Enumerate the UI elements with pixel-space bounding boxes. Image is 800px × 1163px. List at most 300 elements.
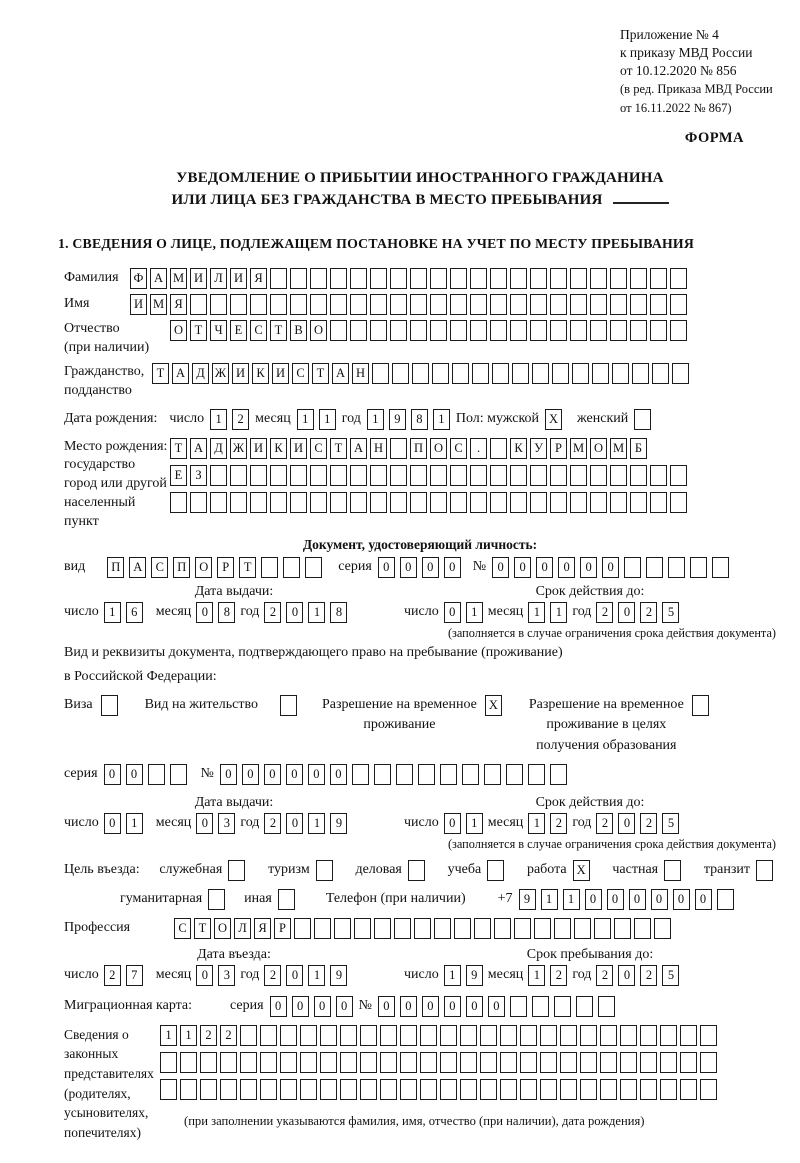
char-box[interactable]: 0 <box>536 557 553 578</box>
char-box[interactable] <box>270 294 287 315</box>
char-box[interactable] <box>512 363 529 384</box>
char-box[interactable] <box>470 320 487 341</box>
checkbox[interactable] <box>634 409 651 430</box>
char-box[interactable] <box>717 889 734 910</box>
char-box[interactable]: С <box>310 438 327 459</box>
char-box[interactable] <box>520 1079 537 1100</box>
char-box[interactable] <box>570 320 587 341</box>
char-box[interactable] <box>380 1052 397 1073</box>
char-box[interactable]: 1 <box>541 889 558 910</box>
char-box[interactable]: 0 <box>126 764 143 785</box>
char-box[interactable]: 0 <box>104 764 121 785</box>
char-box[interactable]: 0 <box>314 996 331 1017</box>
char-box[interactable] <box>574 918 591 939</box>
char-box[interactable] <box>280 1025 297 1046</box>
char-box[interactable] <box>590 492 607 513</box>
char-box[interactable] <box>270 492 287 513</box>
char-box[interactable] <box>700 1025 717 1046</box>
char-box[interactable]: С <box>250 320 267 341</box>
char-box[interactable]: 1 <box>160 1025 177 1046</box>
char-box[interactable] <box>352 764 369 785</box>
char-box[interactable]: 9 <box>330 813 347 834</box>
char-box[interactable] <box>360 1025 377 1046</box>
char-box[interactable] <box>410 294 427 315</box>
char-box[interactable] <box>230 465 247 486</box>
char-box[interactable] <box>270 465 287 486</box>
char-box[interactable]: 1 <box>466 602 483 623</box>
char-box[interactable] <box>570 492 587 513</box>
char-box[interactable] <box>180 1079 197 1100</box>
char-box[interactable] <box>440 1052 457 1073</box>
char-box[interactable] <box>620 1025 637 1046</box>
char-box[interactable]: Ф <box>130 268 147 289</box>
char-box[interactable] <box>652 363 669 384</box>
char-box[interactable] <box>350 268 367 289</box>
char-box[interactable] <box>630 268 647 289</box>
char-box[interactable]: 0 <box>488 996 505 1017</box>
char-box[interactable]: Р <box>217 557 234 578</box>
char-box[interactable]: О <box>590 438 607 459</box>
char-box[interactable] <box>560 1079 577 1100</box>
char-box[interactable]: 0 <box>629 889 646 910</box>
char-box[interactable] <box>410 492 427 513</box>
char-box[interactable] <box>680 1052 697 1073</box>
char-box[interactable] <box>450 465 467 486</box>
char-box[interactable] <box>210 294 227 315</box>
checkbox[interactable] <box>101 695 118 716</box>
char-box[interactable]: 0 <box>196 602 213 623</box>
char-box[interactable]: Н <box>370 438 387 459</box>
char-box[interactable]: 8 <box>330 602 347 623</box>
char-box[interactable]: 2 <box>264 813 281 834</box>
char-box[interactable] <box>350 465 367 486</box>
char-box[interactable]: 0 <box>492 557 509 578</box>
char-box[interactable]: 0 <box>336 996 353 1017</box>
char-box[interactable] <box>500 1052 517 1073</box>
char-box[interactable] <box>460 1052 477 1073</box>
char-box[interactable]: С <box>174 918 191 939</box>
char-box[interactable] <box>650 268 667 289</box>
char-box[interactable]: 2 <box>550 965 567 986</box>
char-box[interactable] <box>390 294 407 315</box>
char-box[interactable] <box>420 1052 437 1073</box>
char-box[interactable]: Ж <box>212 363 229 384</box>
char-box[interactable]: О <box>430 438 447 459</box>
char-box[interactable] <box>390 268 407 289</box>
char-box[interactable]: 2 <box>596 965 613 986</box>
char-box[interactable]: 0 <box>558 557 575 578</box>
char-box[interactable]: 1 <box>210 409 227 430</box>
char-box[interactable]: О <box>310 320 327 341</box>
char-box[interactable]: И <box>190 268 207 289</box>
char-box[interactable]: И <box>272 363 289 384</box>
char-box[interactable]: Р <box>274 918 291 939</box>
char-box[interactable] <box>450 320 467 341</box>
char-box[interactable] <box>670 465 687 486</box>
char-box[interactable] <box>310 465 327 486</box>
char-box[interactable] <box>170 492 187 513</box>
char-box[interactable]: 0 <box>220 764 237 785</box>
char-box[interactable] <box>590 268 607 289</box>
char-box[interactable] <box>290 465 307 486</box>
char-box[interactable]: 0 <box>651 889 668 910</box>
char-box[interactable] <box>420 1079 437 1100</box>
char-box[interactable]: 5 <box>662 965 679 986</box>
char-box[interactable]: Б <box>630 438 647 459</box>
char-box[interactable]: 3 <box>218 965 235 986</box>
char-box[interactable]: И <box>250 438 267 459</box>
char-box[interactable] <box>240 1052 257 1073</box>
char-box[interactable]: 1 <box>433 409 450 430</box>
char-box[interactable]: А <box>190 438 207 459</box>
char-box[interactable]: П <box>107 557 124 578</box>
char-box[interactable]: 0 <box>618 602 635 623</box>
char-box[interactable] <box>340 1079 357 1100</box>
char-box[interactable] <box>261 557 278 578</box>
char-box[interactable] <box>590 294 607 315</box>
char-box[interactable] <box>462 764 479 785</box>
char-box[interactable] <box>514 918 531 939</box>
checkbox[interactable] <box>316 860 333 881</box>
char-box[interactable] <box>560 1025 577 1046</box>
char-box[interactable] <box>576 996 593 1017</box>
char-box[interactable] <box>490 492 507 513</box>
char-box[interactable] <box>300 1025 317 1046</box>
char-box[interactable] <box>540 1052 557 1073</box>
char-box[interactable]: 0 <box>514 557 531 578</box>
char-box[interactable] <box>370 294 387 315</box>
char-box[interactable] <box>592 363 609 384</box>
char-box[interactable]: 2 <box>596 813 613 834</box>
char-box[interactable]: 1 <box>319 409 336 430</box>
char-box[interactable] <box>394 918 411 939</box>
char-box[interactable] <box>290 294 307 315</box>
char-box[interactable]: 2 <box>200 1025 217 1046</box>
char-box[interactable]: 1 <box>308 602 325 623</box>
char-box[interactable]: 2 <box>596 602 613 623</box>
char-box[interactable] <box>660 1052 677 1073</box>
char-box[interactable]: Н <box>352 363 369 384</box>
checkbox[interactable] <box>280 695 297 716</box>
char-box[interactable] <box>510 268 527 289</box>
char-box[interactable]: Ж <box>230 438 247 459</box>
char-box[interactable] <box>580 1052 597 1073</box>
char-box[interactable]: 1 <box>180 1025 197 1046</box>
char-box[interactable] <box>200 1079 217 1100</box>
char-box[interactable] <box>260 1025 277 1046</box>
char-box[interactable] <box>528 764 545 785</box>
char-box[interactable]: 2 <box>550 813 567 834</box>
char-box[interactable] <box>480 1079 497 1100</box>
char-box[interactable]: С <box>151 557 168 578</box>
char-box[interactable]: Е <box>170 465 187 486</box>
char-box[interactable] <box>620 1079 637 1100</box>
char-box[interactable]: 2 <box>640 602 657 623</box>
char-box[interactable] <box>532 363 549 384</box>
char-box[interactable]: О <box>195 557 212 578</box>
checkbox[interactable] <box>692 695 709 716</box>
char-box[interactable]: 1 <box>466 813 483 834</box>
char-box[interactable]: Я <box>254 918 271 939</box>
char-box[interactable]: 1 <box>308 965 325 986</box>
char-box[interactable] <box>430 492 447 513</box>
char-box[interactable] <box>210 492 227 513</box>
char-box[interactable]: 0 <box>264 764 281 785</box>
char-box[interactable] <box>280 1052 297 1073</box>
char-box[interactable] <box>305 557 322 578</box>
char-box[interactable]: 5 <box>662 602 679 623</box>
char-box[interactable] <box>374 764 391 785</box>
char-box[interactable]: 2 <box>264 965 281 986</box>
char-box[interactable]: А <box>332 363 349 384</box>
char-box[interactable] <box>598 996 615 1017</box>
char-box[interactable] <box>260 1052 277 1073</box>
char-box[interactable] <box>672 363 689 384</box>
char-box[interactable]: 0 <box>422 557 439 578</box>
char-box[interactable] <box>230 492 247 513</box>
char-box[interactable]: 0 <box>270 996 287 1017</box>
char-box[interactable]: М <box>570 438 587 459</box>
char-box[interactable] <box>470 465 487 486</box>
char-box[interactable] <box>440 1025 457 1046</box>
char-box[interactable] <box>550 492 567 513</box>
char-box[interactable]: 2 <box>232 409 249 430</box>
checkbox[interactable]: X <box>485 695 502 716</box>
checkbox[interactable] <box>756 860 773 881</box>
char-box[interactable] <box>510 492 527 513</box>
char-box[interactable]: 1 <box>367 409 384 430</box>
char-box[interactable] <box>534 918 551 939</box>
char-box[interactable] <box>440 764 457 785</box>
checkbox[interactable] <box>408 860 425 881</box>
char-box[interactable]: Д <box>192 363 209 384</box>
char-box[interactable]: О <box>214 918 231 939</box>
char-box[interactable]: 2 <box>640 813 657 834</box>
char-box[interactable] <box>290 492 307 513</box>
char-box[interactable] <box>320 1052 337 1073</box>
char-box[interactable] <box>330 465 347 486</box>
char-box[interactable] <box>450 492 467 513</box>
char-box[interactable] <box>550 268 567 289</box>
char-box[interactable] <box>470 294 487 315</box>
char-box[interactable] <box>610 465 627 486</box>
char-box[interactable] <box>530 320 547 341</box>
char-box[interactable] <box>670 268 687 289</box>
char-box[interactable] <box>390 320 407 341</box>
char-box[interactable]: 0 <box>422 996 439 1017</box>
char-box[interactable]: Т <box>152 363 169 384</box>
char-box[interactable]: Ч <box>210 320 227 341</box>
char-box[interactable] <box>410 465 427 486</box>
char-box[interactable]: Т <box>330 438 347 459</box>
char-box[interactable] <box>670 320 687 341</box>
char-box[interactable]: 0 <box>286 602 303 623</box>
char-box[interactable] <box>160 1079 177 1100</box>
char-box[interactable]: 0 <box>242 764 259 785</box>
char-box[interactable] <box>550 465 567 486</box>
char-box[interactable] <box>580 1079 597 1100</box>
char-box[interactable]: 2 <box>220 1025 237 1046</box>
char-box[interactable]: Т <box>312 363 329 384</box>
char-box[interactable]: Д <box>210 438 227 459</box>
char-box[interactable]: 2 <box>104 965 121 986</box>
char-box[interactable] <box>280 1079 297 1100</box>
char-box[interactable] <box>260 1079 277 1100</box>
char-box[interactable] <box>434 918 451 939</box>
char-box[interactable]: 0 <box>580 557 597 578</box>
char-box[interactable] <box>490 268 507 289</box>
char-box[interactable] <box>530 492 547 513</box>
char-box[interactable] <box>640 1025 657 1046</box>
char-box[interactable] <box>680 1025 697 1046</box>
char-box[interactable] <box>396 764 413 785</box>
char-box[interactable]: 1 <box>528 602 545 623</box>
char-box[interactable]: 8 <box>218 602 235 623</box>
char-box[interactable] <box>472 363 489 384</box>
char-box[interactable] <box>670 294 687 315</box>
char-box[interactable]: К <box>252 363 269 384</box>
char-box[interactable]: 1 <box>444 965 461 986</box>
char-box[interactable]: 0 <box>444 996 461 1017</box>
char-box[interactable]: 0 <box>444 557 461 578</box>
char-box[interactable] <box>506 764 523 785</box>
char-box[interactable] <box>250 294 267 315</box>
char-box[interactable] <box>390 438 407 459</box>
char-box[interactable] <box>148 764 165 785</box>
char-box[interactable] <box>240 1079 257 1100</box>
char-box[interactable]: 0 <box>286 813 303 834</box>
char-box[interactable] <box>490 320 507 341</box>
char-box[interactable]: 0 <box>400 557 417 578</box>
char-box[interactable] <box>700 1052 717 1073</box>
char-box[interactable]: Т <box>190 320 207 341</box>
char-box[interactable] <box>712 557 729 578</box>
char-box[interactable] <box>614 918 631 939</box>
char-box[interactable]: 0 <box>602 557 619 578</box>
char-box[interactable] <box>570 465 587 486</box>
char-box[interactable]: 9 <box>389 409 406 430</box>
char-box[interactable]: 1 <box>308 813 325 834</box>
checkbox[interactable]: X <box>545 409 562 430</box>
char-box[interactable]: 5 <box>662 813 679 834</box>
char-box[interactable]: 0 <box>196 813 213 834</box>
char-box[interactable] <box>600 1079 617 1100</box>
char-box[interactable]: 0 <box>308 764 325 785</box>
char-box[interactable]: К <box>510 438 527 459</box>
char-box[interactable] <box>400 1052 417 1073</box>
char-box[interactable]: 0 <box>618 813 635 834</box>
char-box[interactable] <box>612 363 629 384</box>
char-box[interactable] <box>180 1052 197 1073</box>
char-box[interactable]: 1 <box>563 889 580 910</box>
char-box[interactable] <box>550 764 567 785</box>
char-box[interactable] <box>572 363 589 384</box>
char-box[interactable]: В <box>290 320 307 341</box>
char-box[interactable] <box>290 268 307 289</box>
char-box[interactable] <box>610 294 627 315</box>
char-box[interactable]: 0 <box>104 813 121 834</box>
checkbox[interactable] <box>228 860 245 881</box>
char-box[interactable] <box>650 492 667 513</box>
char-box[interactable] <box>590 465 607 486</box>
char-box[interactable] <box>532 996 549 1017</box>
char-box[interactable]: Е <box>230 320 247 341</box>
char-box[interactable] <box>170 764 187 785</box>
char-box[interactable] <box>480 1052 497 1073</box>
char-box[interactable]: Л <box>234 918 251 939</box>
char-box[interactable]: Я <box>170 294 187 315</box>
char-box[interactable] <box>500 1079 517 1100</box>
char-box[interactable]: 1 <box>550 602 567 623</box>
char-box[interactable]: О <box>170 320 187 341</box>
char-box[interactable] <box>550 320 567 341</box>
char-box[interactable] <box>310 268 327 289</box>
char-box[interactable] <box>310 492 327 513</box>
char-box[interactable]: П <box>173 557 190 578</box>
char-box[interactable] <box>410 320 427 341</box>
char-box[interactable] <box>510 996 527 1017</box>
char-box[interactable]: 3 <box>218 813 235 834</box>
char-box[interactable] <box>220 1079 237 1100</box>
char-box[interactable]: 9 <box>466 965 483 986</box>
char-box[interactable] <box>650 465 667 486</box>
char-box[interactable] <box>570 268 587 289</box>
char-box[interactable] <box>484 764 501 785</box>
char-box[interactable]: 0 <box>330 764 347 785</box>
char-box[interactable] <box>560 1052 577 1073</box>
char-box[interactable]: 0 <box>695 889 712 910</box>
char-box[interactable] <box>590 320 607 341</box>
char-box[interactable]: Т <box>170 438 187 459</box>
char-box[interactable]: 7 <box>126 965 143 986</box>
char-box[interactable] <box>330 268 347 289</box>
char-box[interactable] <box>500 1025 517 1046</box>
char-box[interactable] <box>630 492 647 513</box>
char-box[interactable]: 0 <box>673 889 690 910</box>
char-box[interactable] <box>540 1025 557 1046</box>
char-box[interactable]: А <box>350 438 367 459</box>
char-box[interactable] <box>410 268 427 289</box>
char-box[interactable] <box>520 1052 537 1073</box>
char-box[interactable] <box>690 557 707 578</box>
char-box[interactable] <box>320 1079 337 1100</box>
char-box[interactable] <box>454 918 471 939</box>
char-box[interactable] <box>430 320 447 341</box>
char-box[interactable] <box>392 363 409 384</box>
char-box[interactable] <box>340 1025 357 1046</box>
char-box[interactable] <box>470 268 487 289</box>
char-box[interactable] <box>334 918 351 939</box>
char-box[interactable]: 0 <box>444 813 461 834</box>
char-box[interactable] <box>420 1025 437 1046</box>
char-box[interactable] <box>550 294 567 315</box>
char-box[interactable]: З <box>190 465 207 486</box>
char-box[interactable]: 0 <box>618 965 635 986</box>
char-box[interactable] <box>354 918 371 939</box>
char-box[interactable] <box>374 918 391 939</box>
char-box[interactable] <box>270 268 287 289</box>
char-box[interactable]: Т <box>239 557 256 578</box>
char-box[interactable] <box>200 1052 217 1073</box>
char-box[interactable] <box>340 1052 357 1073</box>
char-box[interactable] <box>492 363 509 384</box>
char-box[interactable] <box>554 996 571 1017</box>
char-box[interactable]: И <box>232 363 249 384</box>
char-box[interactable] <box>640 1079 657 1100</box>
checkbox[interactable]: X <box>573 860 590 881</box>
char-box[interactable] <box>450 268 467 289</box>
checkbox[interactable] <box>278 889 295 910</box>
